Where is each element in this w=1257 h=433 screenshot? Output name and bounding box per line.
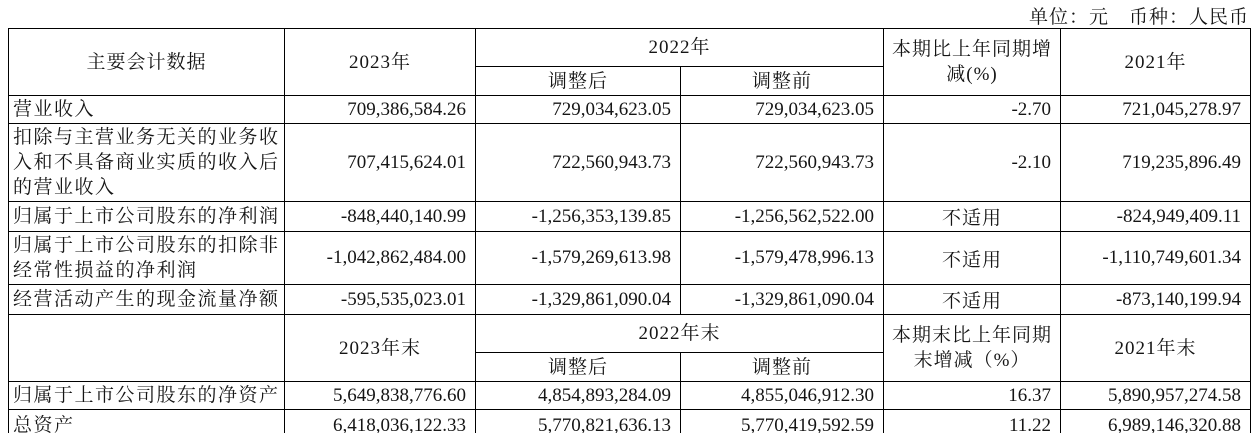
- table-row-total-assets: [9, 410, 1251, 433]
- table-row-net-profit-excl-nonrecurring: [9, 232, 1251, 285]
- value-2021-end: 5,890,957,274.58: [1061, 382, 1251, 410]
- row-label: 扣除与主营业务无关的业务收入和不具备商业实质的收入后的营业收入: [9, 124, 285, 202]
- table-row-revenue-excl-unrelated: [9, 124, 1251, 202]
- row-label: 归属于上市公司股东的净资产: [9, 382, 285, 410]
- value-2022-adjusted: -1,256,353,139.85: [476, 202, 681, 232]
- col-header-2022-adjusted: 调整后: [476, 67, 681, 96]
- table-row-net-profit: [9, 202, 1251, 232]
- value-2022-end-before: 4,855,046,912.30: [681, 382, 884, 410]
- col-header-2021: 2021年: [1061, 29, 1251, 96]
- value-2021: -873,140,199.94: [1061, 285, 1251, 315]
- row-label: 归属于上市公司股东的扣除非经常性损益的净利润: [9, 232, 285, 285]
- value-2022-adjusted: 729,034,623.05: [476, 96, 681, 124]
- table-row-revenue: [9, 96, 1251, 124]
- value-2022-before: 722,560,943.73: [681, 124, 884, 202]
- col-header-end-change-pct: 本期末比上年同期末增减（%）: [884, 315, 1061, 382]
- col-header-empty: [9, 315, 285, 382]
- value-2023-end: 6,418,036,122.33: [285, 410, 476, 433]
- value-2021: 719,235,896.49: [1061, 124, 1251, 202]
- value-change-pct: 不适用: [884, 232, 1061, 285]
- value-end-change-pct: 11.22: [884, 410, 1061, 433]
- value-2022-before: 729,034,623.05: [681, 96, 884, 124]
- value-2022-before: -1,329,861,090.04: [681, 285, 884, 315]
- row-label: 总资产: [9, 410, 285, 433]
- row-label: 经营活动产生的现金流量净额: [9, 285, 285, 315]
- value-2022-end-adjusted: 5,770,821,636.13: [476, 410, 681, 433]
- col-header-2022: 2022年: [476, 29, 884, 67]
- col-header-change-pct: 本期比上年同期增减(%): [884, 29, 1061, 96]
- value-change-pct: -2.70: [884, 96, 1061, 124]
- value-2021: -1,110,749,601.34: [1061, 232, 1251, 285]
- value-2022-before: -1,579,478,996.13: [681, 232, 884, 285]
- value-2023: -1,042,862,484.00: [285, 232, 476, 285]
- value-2021: -824,949,409.11: [1061, 202, 1251, 232]
- value-2023: 707,415,624.01: [285, 124, 476, 202]
- value-2023: -848,440,140.99: [285, 202, 476, 232]
- table-row-operating-cash-flow: [9, 285, 1251, 315]
- value-2022-end-adjusted: 4,854,893,284.09: [476, 382, 681, 410]
- value-change-pct: 不适用: [884, 285, 1061, 315]
- unit-currency-note: 单位：元 币种：人民币: [1028, 7, 1249, 28]
- value-2022-adjusted: 722,560,943.73: [476, 124, 681, 202]
- value-2023-end: 5,649,838,776.60: [285, 382, 476, 410]
- col-header-2022-end: 2022年末: [476, 315, 884, 353]
- table-row-net-assets: [9, 382, 1251, 410]
- col-header-2023: 2023年: [285, 29, 476, 96]
- value-2022-adjusted: -1,329,861,090.04: [476, 285, 681, 315]
- col-header-main-data: 主要会计数据: [9, 29, 285, 96]
- value-2021-end: 6,989,146,320.88: [1061, 410, 1251, 433]
- key-accounting-data-table: [8, 28, 1251, 433]
- col-header-2022-end-before: 调整前: [681, 353, 884, 382]
- value-2022-adjusted: -1,579,269,613.98: [476, 232, 681, 285]
- col-header-2021-end: 2021年末: [1061, 315, 1251, 382]
- value-2022-before: -1,256,562,522.00: [681, 202, 884, 232]
- row-label: 营业收入: [9, 96, 285, 124]
- value-change-pct: -2.10: [884, 124, 1061, 202]
- header-row-annual: [9, 29, 1251, 67]
- value-2022-end-before: 5,770,419,592.59: [681, 410, 884, 433]
- col-header-2022-end-adjusted: 调整后: [476, 353, 681, 382]
- col-header-2023-end: 2023年末: [285, 315, 476, 382]
- row-label: 归属于上市公司股东的净利润: [9, 202, 285, 232]
- value-2023: 709,386,584.26: [285, 96, 476, 124]
- value-end-change-pct: 16.37: [884, 382, 1061, 410]
- value-2023: -595,535,023.01: [285, 285, 476, 315]
- header-row-period-end: [9, 315, 1251, 353]
- col-header-2022-before: 调整前: [681, 67, 884, 96]
- value-2021: 721,045,278.97: [1061, 96, 1251, 124]
- value-change-pct: 不适用: [884, 202, 1061, 232]
